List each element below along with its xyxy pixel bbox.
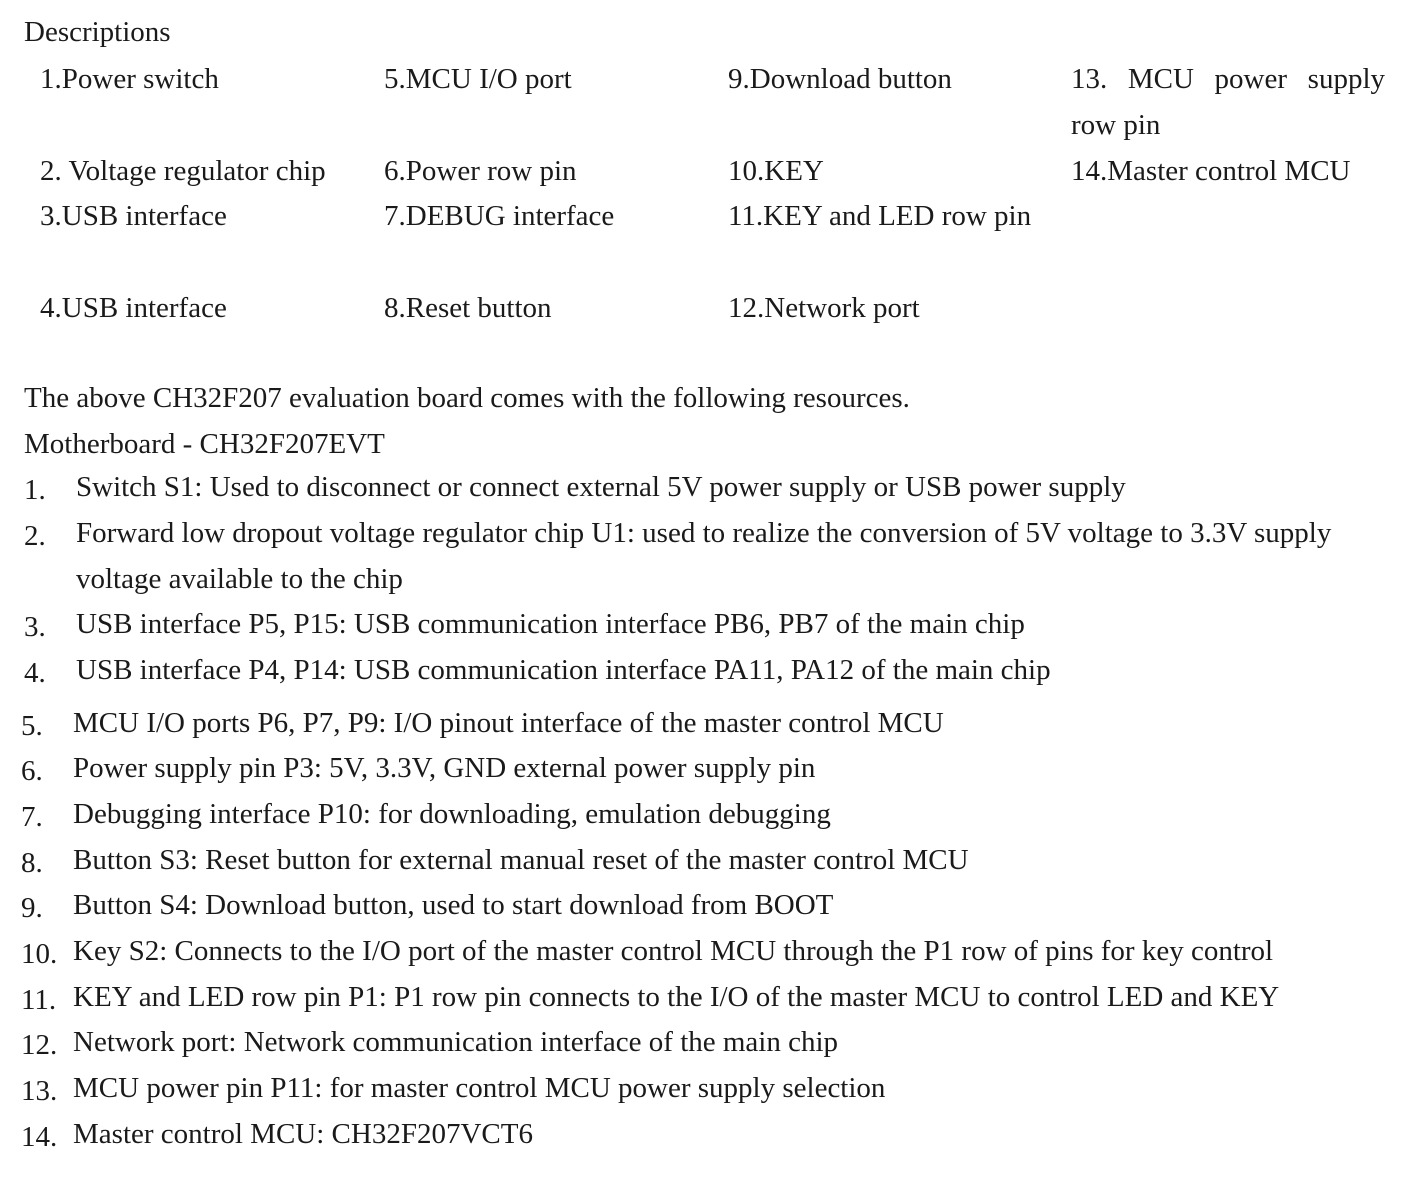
list-item-number: 6. — [21, 755, 43, 787]
desc-item: 11.KEY and LED row pin — [728, 200, 1032, 232]
list-item-text: Master control MCU: CH32F207VCT6 — [73, 1118, 533, 1150]
list-item-text: Debugging interface P10: for downloading, emulation debugging — [73, 798, 831, 830]
desc-item: 3.USB interface — [40, 200, 227, 232]
list-item-text: MCU power pin P11: for master control MCU power supply selection — [73, 1072, 886, 1104]
list-item-number: 5. — [21, 710, 43, 742]
desc-item: 10.KEY — [728, 155, 824, 187]
list-item-text: Network port: Network communication interface of the main chip — [73, 1026, 839, 1058]
list-item-text: Forward low dropout voltage regulator chip U1: used to realize the conversion of 5V voltage to 3.3V supply voltage available to the chip — [76, 517, 1332, 595]
desc-item: 4.USB interface — [40, 292, 227, 324]
desc-item: 14.Master control MCU — [1071, 155, 1351, 187]
list-item-number: 3. — [24, 611, 46, 643]
desc-item: 2. Voltage regulator chip — [40, 155, 326, 187]
list-item-number: 11. — [21, 984, 57, 1016]
list-item-text: Button S3: Reset button for external manual reset of the master control MCU — [73, 844, 969, 876]
list-item-number: 10. — [21, 938, 58, 970]
list-item-number: 13. — [21, 1075, 58, 1107]
list-item-number: 7. — [21, 801, 43, 833]
list-item-number: 12. — [21, 1029, 58, 1061]
list-item-number: 14. — [21, 1121, 58, 1153]
list-item-text: Power supply pin P3: 5V, 3.3V, GND external power supply pin — [73, 752, 816, 784]
desc-item: 9.Download button — [728, 63, 952, 95]
list-item-text: KEY and LED row pin P1: P1 row pin connects to the I/O of the master MCU to control LED and KEY — [73, 981, 1280, 1013]
list-item-text: Button S4: Download button, used to start download from BOOT — [73, 889, 834, 921]
list-item-text: Switch S1: Used to disconnect or connect external 5V power supply or USB power supply — [76, 471, 1126, 503]
list-item-number: 2. — [24, 520, 46, 552]
list-item-number: 9. — [21, 892, 43, 924]
list-item-text: USB interface P5, P15: USB communication interface PB6, PB7 of the main chip — [76, 608, 1025, 640]
desc-item: 1.Power switch — [40, 63, 219, 95]
list-item-text: USB interface P4, P14: USB communication interface PA11, PA12 of the main chip — [76, 654, 1051, 686]
list-item-number: 4. — [24, 657, 46, 689]
desc-item: 6.Power row pin — [384, 155, 577, 187]
list-item-number: 8. — [21, 847, 43, 879]
descriptions-table — [0, 0, 1422, 340]
list-item-text: MCU I/O ports P6, P7, P9: I/O pinout interface of the master control MCU — [73, 707, 944, 739]
list-item-text: Key S2: Connects to the I/O port of the master control MCU through the P1 row of pins for key control — [73, 935, 1274, 967]
board-name: Motherboard - CH32F207EVT — [24, 428, 385, 460]
desc-item: 7.DEBUG interface — [384, 200, 615, 232]
desc-item: 8.Reset button — [384, 292, 552, 324]
list-item-number: 1. — [24, 474, 46, 506]
descriptions-heading: Descriptions — [24, 16, 171, 48]
desc-item: 12.Network port — [728, 292, 920, 324]
desc-item: 13. MCU power supply row pin — [1071, 63, 1385, 141]
intro-paragraph: The above CH32F207 evaluation board comes with the following resources. — [24, 382, 910, 414]
desc-item: 5.MCU I/O port — [384, 63, 572, 95]
